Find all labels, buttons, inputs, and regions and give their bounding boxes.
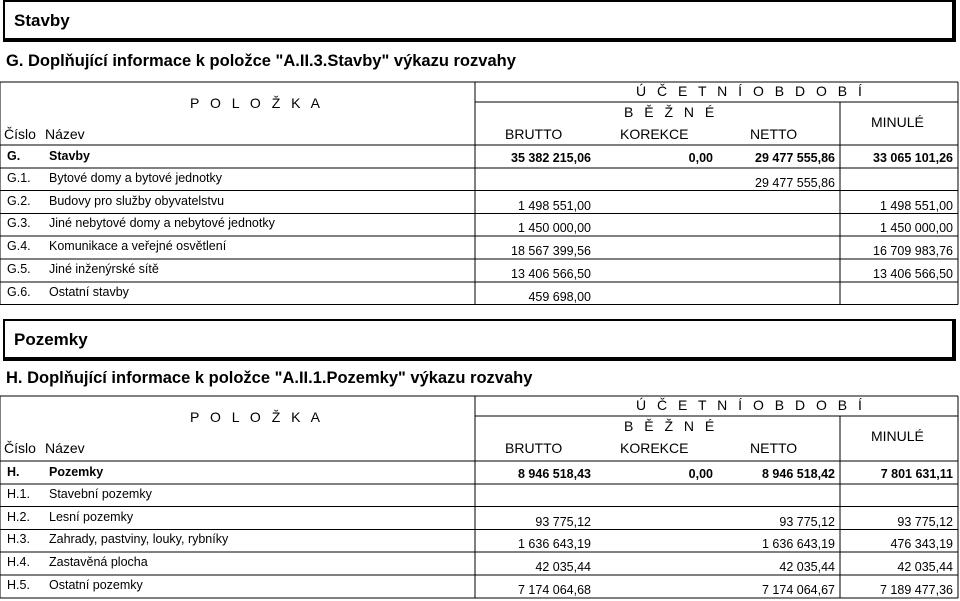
pozemky-row-1-cislo: H.1. bbox=[7, 486, 30, 501]
stavby-header-minule: MINULÉ bbox=[871, 114, 924, 130]
stavby-header-brutto: BRUTTO bbox=[505, 126, 563, 142]
stavby-row-3-nazev: Jiné nebytové domy a nebytové jednotky bbox=[49, 216, 275, 231]
stavby-row-3-minule: 1 450 000,00 bbox=[880, 221, 953, 236]
pozemky-row-5-cislo: H.5. bbox=[7, 578, 30, 592]
pozemky-header-polozka: P O L O Ž K A bbox=[190, 409, 324, 425]
stavby-row-6-cislo: G.6. bbox=[7, 284, 31, 299]
pozemky-row-3-nazev: Zahrady, pastviny, louky, rybníky bbox=[49, 532, 229, 547]
stavby-row-0-nazev: Stavby bbox=[49, 149, 90, 163]
pozemky-header-minule: MINULÉ bbox=[871, 428, 924, 444]
stavby-row-1-netto: 29 477 555,86 bbox=[755, 175, 835, 190]
pozemky-row-3-cislo: H.3. bbox=[7, 532, 30, 547]
pozemky-header-netto: NETTO bbox=[750, 440, 798, 456]
stavby-row-4-cislo: G.4. bbox=[7, 239, 31, 254]
stavby-header-cislo: Číslo bbox=[4, 126, 36, 142]
stavby-row-1-nazev: Bytové domy a bytové jednotky bbox=[49, 170, 223, 185]
pozemky-row-0-nazev: Pozemky bbox=[49, 465, 104, 479]
stavby-row-4-brutto: 18 567 399,56 bbox=[511, 244, 591, 259]
stavby-row-5-cislo: G.5. bbox=[7, 262, 31, 276]
pozemky-row-2-minule: 93 775,12 bbox=[897, 514, 953, 529]
pozemky-section-title: Pozemky bbox=[14, 330, 88, 349]
stavby-row-3-cislo: G.3. bbox=[7, 216, 31, 231]
stavby-header-bezne: B Ě Ž N É bbox=[624, 104, 718, 120]
pozemky-header-ucetni-obdobi: Ú Č E T N Í O B D O B Í bbox=[636, 397, 866, 413]
pozemky-row-2-netto: 93 775,12 bbox=[779, 514, 835, 529]
pozemky-row-4-netto: 42 035,44 bbox=[779, 560, 835, 575]
stavby-row-0-netto: 29 477 555,86 bbox=[755, 151, 835, 165]
stavby-row-0-brutto: 35 382 215,06 bbox=[511, 151, 591, 165]
stavby-header-korekce: KOREKCE bbox=[620, 126, 689, 142]
pozemky-row-5-nazev: Ostatní pozemky bbox=[49, 578, 143, 592]
stavby-row-5-minule: 13 406 566,50 bbox=[873, 267, 953, 281]
stavby-row-3-brutto: 1 450 000,00 bbox=[518, 221, 591, 236]
stavby-section-title: Stavby bbox=[14, 11, 70, 30]
pozemky-header-korekce: KOREKCE bbox=[620, 440, 689, 456]
pozemky-row-2-nazev: Lesní pozemky bbox=[49, 509, 134, 524]
pozemky-header-nazev: Název bbox=[45, 440, 85, 456]
stavby-subtitle: G. Doplňující informace k položce "A.II.3.Stavby" výkazu rozvahy bbox=[6, 52, 516, 70]
stavby-row-0-cislo: G. bbox=[7, 149, 21, 163]
stavby-header-ucetni-obdobi: Ú Č E T N Í O B D O B Í bbox=[636, 83, 866, 99]
pozemky-row-3-netto: 1 636 643,19 bbox=[762, 537, 835, 552]
pozemky-row-3-minule: 476 343,19 bbox=[890, 537, 953, 552]
pozemky-row-0-korekce: 0,00 bbox=[688, 467, 713, 481]
pozemky-row-3-brutto: 1 636 643,19 bbox=[518, 537, 591, 552]
stavby-row-6-brutto: 459 698,00 bbox=[528, 289, 591, 304]
stavby-row-5-brutto: 13 406 566,50 bbox=[511, 267, 591, 281]
pozemky-row-1-nazev: Stavební pozemky bbox=[49, 486, 152, 501]
stavby-row-4-nazev: Komunikace a veřejné osvětlení bbox=[49, 239, 227, 254]
pozemky-header-bezne: B Ě Ž N É bbox=[624, 418, 718, 434]
pozemky-row-0-brutto: 8 946 518,43 bbox=[518, 467, 591, 481]
stavby-row-2-nazev: Budovy pro služby obyvatelstvu bbox=[49, 193, 225, 208]
pozemky-row-0-netto: 8 946 518,42 bbox=[762, 467, 835, 481]
stavby-header-polozka: P O L O Ž K A bbox=[190, 95, 324, 111]
pozemky-section-header bbox=[3, 319, 956, 361]
pozemky-row-0-minule: 7 801 631,11 bbox=[880, 467, 953, 481]
pozemky-row-5-netto: 7 174 064,67 bbox=[762, 583, 835, 597]
stavby-row-1-cislo: G.1. bbox=[7, 170, 31, 185]
stavby-header-netto: NETTO bbox=[750, 126, 798, 142]
pozemky-row-4-brutto: 42 035,44 bbox=[535, 560, 591, 575]
stavby-row-2-minule: 1 498 551,00 bbox=[880, 198, 953, 213]
stavby-row-6-nazev: Ostatní stavby bbox=[49, 284, 129, 299]
pozemky-row-4-nazev: Zastavěná plocha bbox=[49, 555, 148, 570]
stavby-header-nazev: Název bbox=[45, 126, 85, 142]
pozemky-row-2-cislo: H.2. bbox=[7, 509, 30, 524]
pozemky-row-4-minule: 42 035,44 bbox=[897, 560, 953, 575]
pozemky-header-cislo: Číslo bbox=[4, 440, 36, 456]
pozemky-row-5-brutto: 7 174 064,68 bbox=[518, 583, 591, 597]
stavby-row-0-korekce: 0,00 bbox=[688, 151, 713, 165]
pozemky-row-2-brutto: 93 775,12 bbox=[535, 514, 591, 529]
stavby-row-5-nazev: Jiné inženýrské sítě bbox=[49, 262, 159, 276]
pozemky-subtitle: H. Doplňující informace k položce "A.II.1.Pozemky" výkazu rozvahy bbox=[6, 369, 533, 387]
stavby-row-2-brutto: 1 498 551,00 bbox=[518, 198, 591, 213]
stavby-row-0-minule: 33 065 101,26 bbox=[873, 151, 953, 165]
pozemky-row-0-cislo: H. bbox=[7, 465, 20, 479]
pozemky-row-5-minule: 7 189 477,36 bbox=[880, 583, 953, 597]
stavby-row-2-cislo: G.2. bbox=[7, 193, 31, 208]
pozemky-header-brutto: BRUTTO bbox=[505, 440, 563, 456]
stavby-row-4-minule: 16 709 983,76 bbox=[873, 244, 953, 259]
stavby-section-header bbox=[3, 0, 956, 42]
pozemky-row-4-cislo: H.4. bbox=[7, 555, 30, 570]
